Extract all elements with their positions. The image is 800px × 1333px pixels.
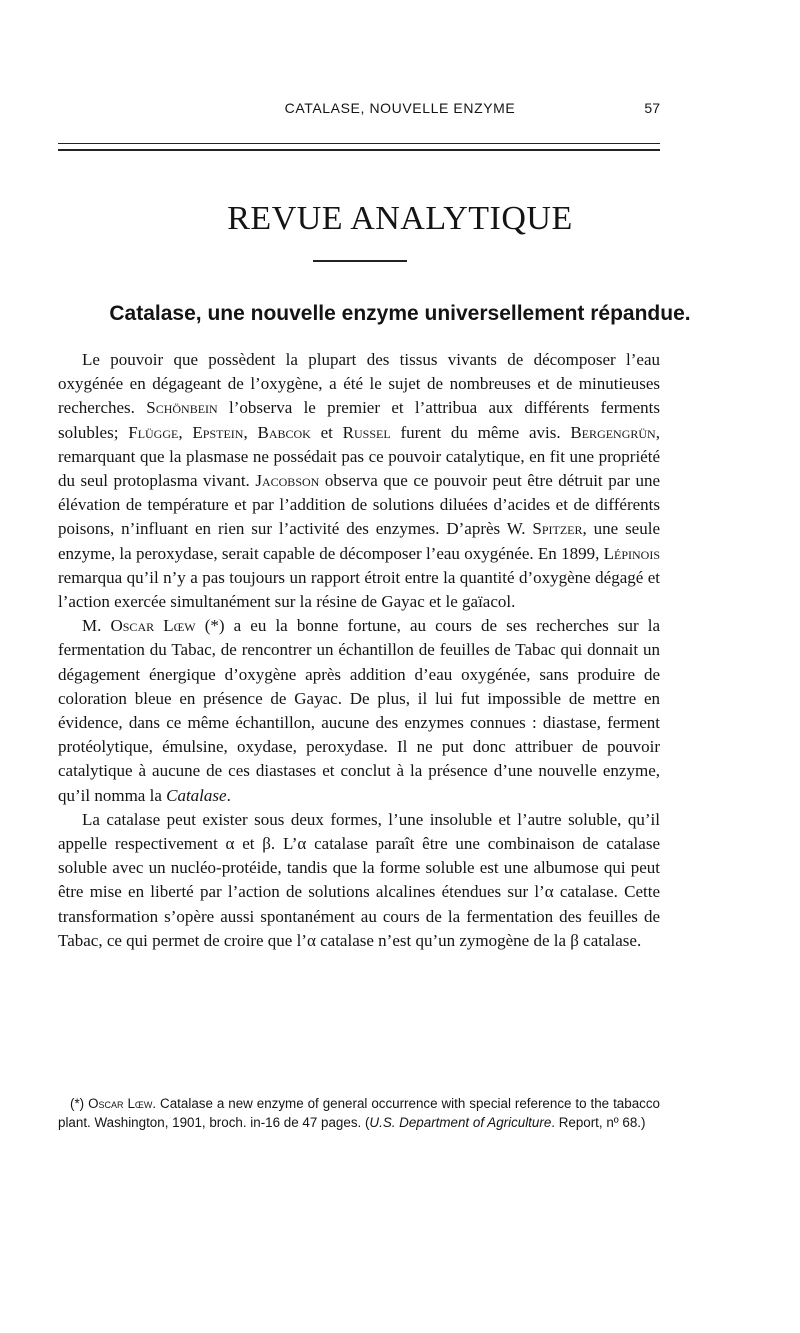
text-run: et (310, 422, 343, 442)
footnote-text (58, 1095, 660, 1132)
text-run: l’observa le premier et l’attribua aux différents ferments solubles; (58, 398, 660, 442)
author-name: Spitzer (532, 519, 583, 539)
section-title: REVUE ANALYTIQUE (227, 200, 573, 237)
text-run: furent du même avis. (390, 422, 571, 442)
author-name: Oscar Lœw (110, 616, 196, 636)
text-run: observa que ce pouvoir peut être détruit par une élévation de température et par l’addition de solutions diluées d’acides et de différents poisons, n’influant en rien sur l’activité des enzymes. D’après W. (58, 471, 660, 539)
article-title: Catalase, une nouvelle enzyme universellement répandue. (109, 302, 691, 325)
author-name: Russel (342, 422, 391, 442)
author-name: Schönbein (146, 398, 218, 418)
header-double-rule (58, 143, 660, 151)
text-run: . Catalase a new enzyme of general occurrence with special reference to the tabacco plant. Washington, 1901, broch. in-16 de 47 pages. ( (58, 1096, 660, 1130)
footnote-marker: (*) (70, 1096, 89, 1111)
title-underline-rule (313, 260, 407, 262)
author-name: Flügge, Epstein, Babcok (128, 422, 311, 442)
paragraph-2 (58, 614, 660, 808)
author-name: Jacobson (255, 471, 320, 491)
page-number: 57 (644, 100, 660, 116)
italic-term: Catalase (166, 785, 227, 805)
text-run: remarqua qu’il n’y a pas toujours un rapport étroit entre la quantité d’oxygène dégagé et l’action exercée simultanément sur la résine de Gayac et le gaïacol. (58, 567, 660, 612)
text-run: . Report, nº 68.) (551, 1114, 646, 1130)
text-run: M. (82, 616, 111, 636)
paragraph-3: La catalase peut exister sous deux formes, l’une insoluble et l’autre soluble, qu’il appelle respectivement α et β. L’α catalase paraît être une combinaison de catalase soluble avec un nucléo-protéide, tandis que la forme soluble est une albumose qui peut être mise en liberté par l’action de solutions alcalines étendues sur l’α catalase. Cette transformation s’opère aussi spontanément au cours de la fermentation des feuilles de Tabac, ce qui permet de croire que l’α catalase n’est qu’un zymogène de la β catalase. (58, 809, 660, 950)
text-run: (*) a eu la bonne fortune, au cours de ses recherches sur la fermentation du Tabac, de rencontrer un échantillon de feuilles de Tabac qui donnait un dégagement énergique d’oxygène après addition d’eau oxygénée, sans produire de coloration bleue en présence de Gayac. De plus, il lui fut impossible de mettre en évidence, dans ce même échantillon, aucune des enzymes connues : diastase, ferment protéolytique, émulsine, oxydase, peroxydase. Il ne put donc attribuer de pouvoir catalytique à aucune de ces diastases et conclut à la présence d’une nouvelle enzyme, qu’il nomma la (58, 616, 660, 805)
article-body (58, 348, 660, 953)
text-run: . (226, 785, 231, 805)
running-head-title: CATALASE, NOUVELLE ENZYME (284, 100, 516, 116)
text-run: , remarquant que la plasmase ne possédait pas ce pouvoir catalytique, en fit une propriété du seul protoplasma vivant. (58, 422, 660, 491)
footnote-italic: U.S. Department of Agriculture (369, 1114, 552, 1130)
text-run: Le pouvoir que possèdent la plupart des tissus vivants de décomposer l’eau oxygénée en dégageant de l’oxygène, a été le sujet de nombreuses et de minutieuses recherches. (58, 350, 660, 418)
paragraph-1 (58, 348, 660, 614)
footnote (58, 1095, 660, 1132)
text-run: , une seule enzyme, la peroxydase, serait capable de décomposer l’eau oxygénée. En 1899, (58, 519, 660, 563)
author-name: Lépinois (603, 543, 660, 563)
author-name: Bergengrün (570, 422, 656, 442)
footnote-author: Oscar Lœw (88, 1096, 153, 1111)
